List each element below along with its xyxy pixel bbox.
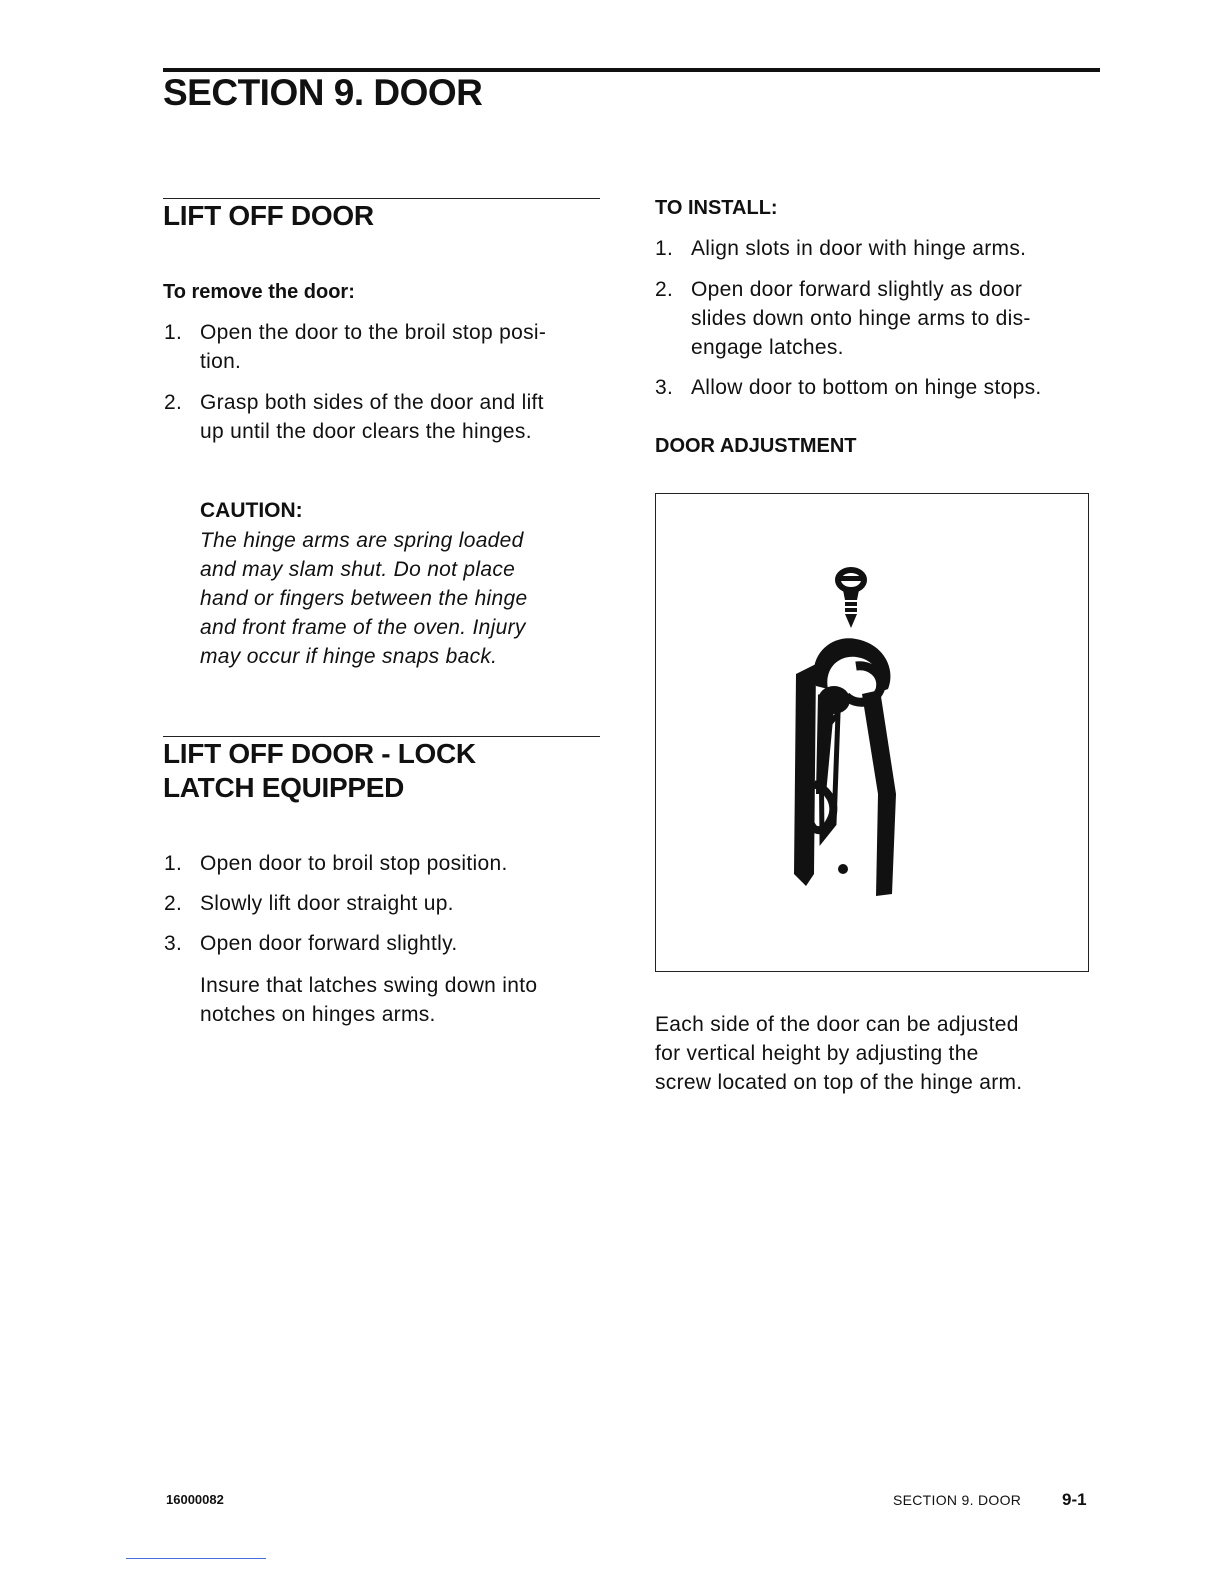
list-item: 1. Open door to broil stop position. [164,852,508,875]
list-item: 1. Align slots in door with hinge arms. [655,237,1027,260]
lock-latch-heading: LIFT OFF DOOR - LOCK LATCH EQUIPPED [163,738,476,803]
hinge-figure [655,493,1089,972]
latch-note: Insure that latches swing down into notches on hinges arms. [200,974,538,1026]
to-install-heading: TO INSTALL: [655,197,778,219]
list-item: 3. Allow door to bottom on hinge stops. [655,376,1042,399]
adjustment-caption: Each side of the door can be adjusted for vertical height by adjusting the screw located on top of the hinge arm. [655,1013,1023,1094]
list-item: 1. Open the door to the broil stop posi- tion. [164,321,547,373]
list-item: 2. Open door forward slightly as door slides down onto hinge arms to dis- engage latches. [655,278,1031,359]
remove-door-subheading: To remove the door: [163,281,355,303]
page-number: 9-1 [1062,1490,1087,1509]
footer-divider [126,1558,266,1559]
list-item: 2. Grasp both sides of the door and lift up until the door clears the hinges. [164,391,544,443]
list-item: 3. Open door forward slightly. [164,932,458,955]
doc-code: 16000082 [166,1492,224,1507]
list-item: 2. Slowly lift door straight up. [164,892,454,915]
door-adjustment-heading: DOOR ADJUSTMENT [655,435,857,457]
footer-section-label: SECTION 9. DOOR [893,1492,1022,1508]
caution-label: CAUTION: [200,499,303,522]
section-title: SECTION 9. DOOR [163,72,483,113]
caution-text: The hinge arms are spring loaded and may slam shut. Do not place hand or fingers between the hinge and front frame of the oven. Injury may occur if hinge snaps back. [200,529,528,668]
lift-off-door-heading: LIFT OFF DOOR [163,200,374,231]
hinge-arm-screw-icon [656,494,1090,973]
